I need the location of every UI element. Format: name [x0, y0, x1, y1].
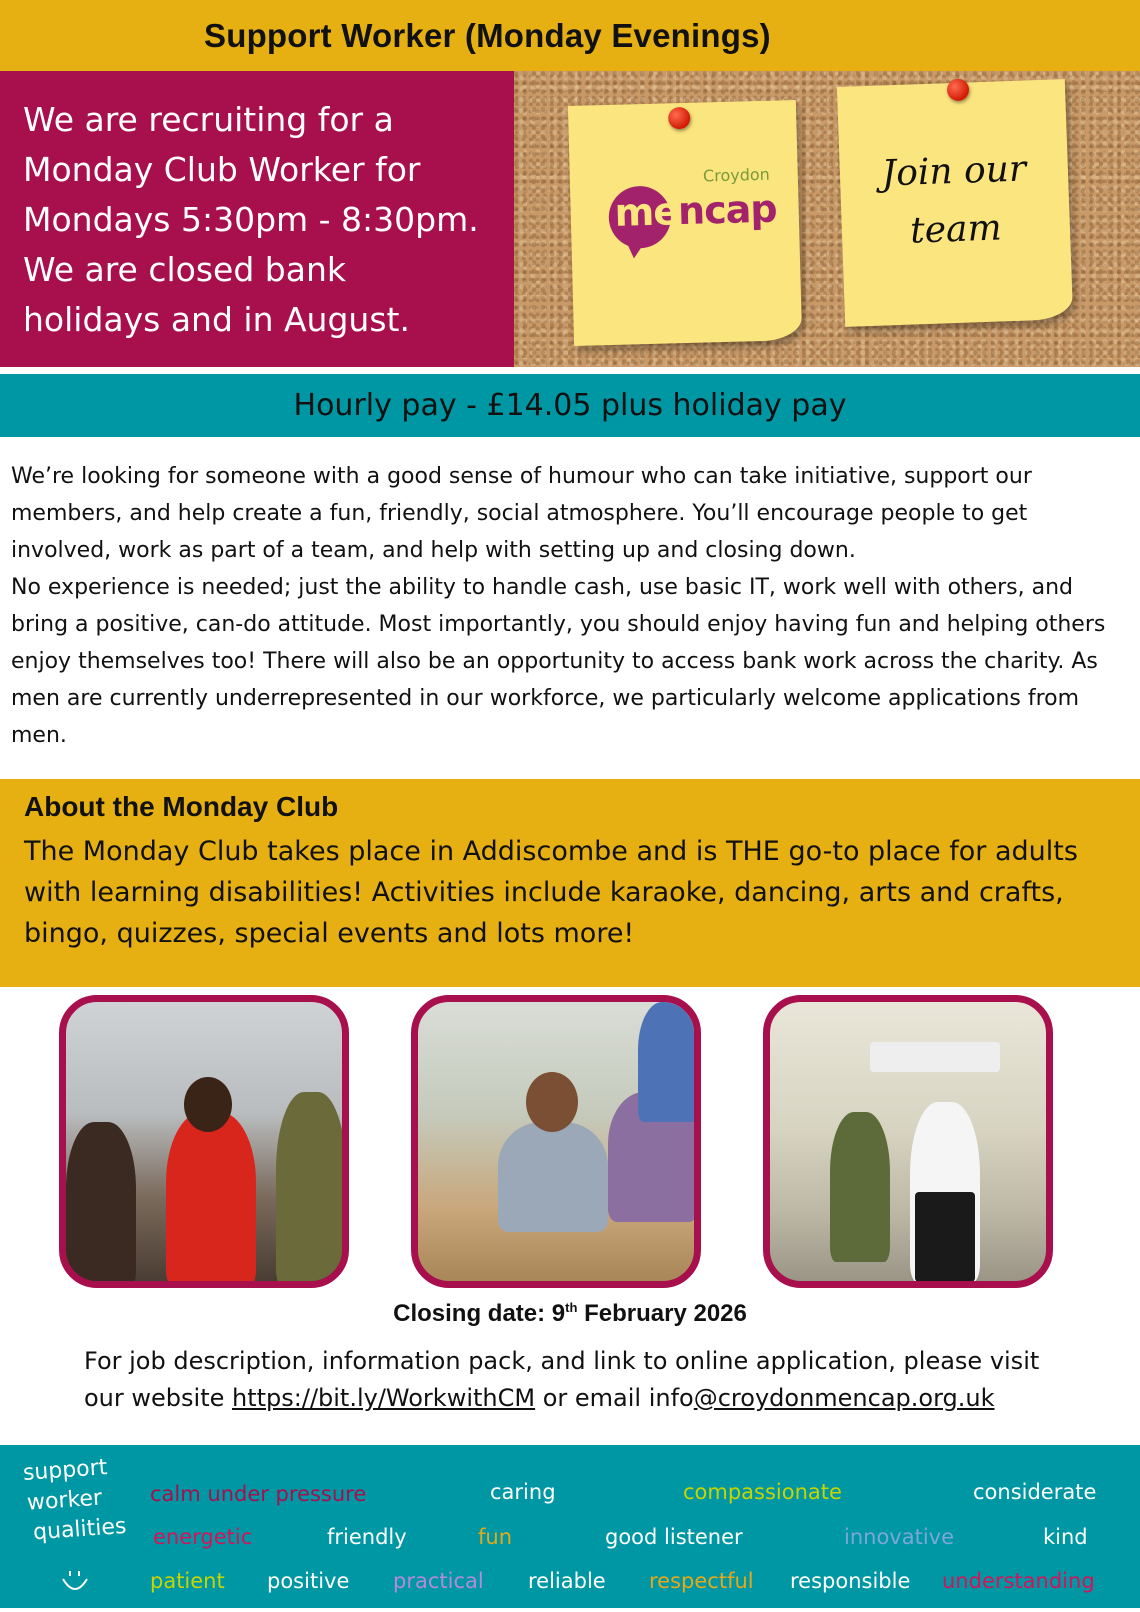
croydon-mencap-logo	[607, 161, 779, 255]
title-banner	[0, 0, 1140, 71]
hero-line: Mondays 5:30pm - 8:30pm.	[23, 200, 479, 239]
smiley-icon	[60, 1567, 90, 1597]
about-section	[0, 779, 1140, 987]
qualities-banner	[0, 1445, 1140, 1608]
about-body: The Monday Club takes place in Addiscombe and is THE go-to place for adults with learning disabilities! Activities include karaoke, dancing, arts and crafts, bingo, quizzes, special events and lots more!	[24, 836, 1078, 949]
quality-word: patient	[150, 1569, 225, 1593]
quality-word: respectful	[649, 1569, 754, 1593]
logo-croydon-text: Croydon	[702, 164, 771, 186]
quality-word: kind	[1043, 1525, 1088, 1549]
about-heading: About the Monday Club	[24, 791, 339, 822]
hero-line: Monday Club Worker for	[23, 150, 421, 189]
quality-word: positive	[267, 1569, 350, 1593]
intro-paragraph: We’re looking for someone with a good sense of humour who can take initiative, support our members, and help create a fun, friendly, social atmosphere. You’ll encourage people to get involved, work as part of a team, and help with setting up and closing down.	[11, 464, 1032, 563]
corkboard-image	[514, 71, 1140, 367]
quality-word: caring	[490, 1480, 556, 1504]
website-link[interactable]: https://bit.ly/WorkwithCM	[232, 1384, 536, 1412]
page-title: Support Worker (Monday Evenings)	[204, 16, 771, 54]
recruitment-panel	[0, 71, 514, 367]
photo-table-activity	[411, 995, 701, 1288]
quality-word: practical	[393, 1569, 484, 1593]
quality-word: friendly	[327, 1525, 407, 1549]
sticky-note-logo	[568, 100, 802, 346]
quality-word: considerate	[973, 1480, 1097, 1504]
quality-word: innovative	[844, 1525, 955, 1549]
pushpin-icon	[668, 107, 691, 130]
hero-line: We are closed bank	[23, 250, 346, 289]
email-link[interactable]: @croydonmencap.org.uk	[693, 1384, 995, 1412]
hero-line: We are recruiting for a	[23, 100, 394, 139]
logo-mencap-text: mencap	[614, 186, 778, 235]
quality-word: responsible	[790, 1569, 911, 1593]
quality-word: compassionate	[683, 1480, 842, 1504]
hourly-pay-text: Hourly pay - £14.05 plus holiday pay	[293, 388, 847, 423]
contact-line-2: our website https://bit.ly/WorkwithCM or email info@croydonmencap.org.uk	[84, 1384, 995, 1412]
closing-date: Closing date: 9th February 2026	[393, 1300, 747, 1327]
quality-word: understanding	[942, 1569, 1095, 1593]
contact-info	[84, 1343, 1084, 1417]
pay-banner	[0, 374, 1140, 437]
pushpin-icon	[947, 78, 970, 101]
sticky-note-join	[837, 79, 1073, 327]
qualities-label: support worker qualities	[22, 1455, 128, 1546]
quality-word: reliable	[528, 1569, 606, 1593]
hero-line: holidays and in August.	[23, 300, 410, 339]
job-description	[11, 458, 1131, 754]
quality-word: energetic	[153, 1525, 253, 1549]
quality-word: calm under pressure	[150, 1482, 367, 1506]
join-our-team-text: Join our team	[881, 148, 1027, 252]
intro-paragraph: No experience is needed; just the ability to handle cash, use basic IT, work well with others, and bring a positive, can-do attitude. Most importantly, you should enjoy having fun and helping others enjoy themselves too! There will also be an opportunity to access bank work across the charity. As men are currently underrepresented in our workforce, we particularly welcome applications from men.	[11, 575, 1106, 748]
photo-dancing	[763, 995, 1053, 1288]
hero-section	[0, 71, 1140, 367]
quality-word: good listener	[605, 1525, 743, 1549]
quality-word: fun	[478, 1525, 513, 1549]
photo-gallery	[0, 995, 1140, 1290]
photo-karaoke	[59, 995, 349, 1288]
contact-line-1: For job description, information pack, and link to online application, please visit	[84, 1347, 1040, 1375]
